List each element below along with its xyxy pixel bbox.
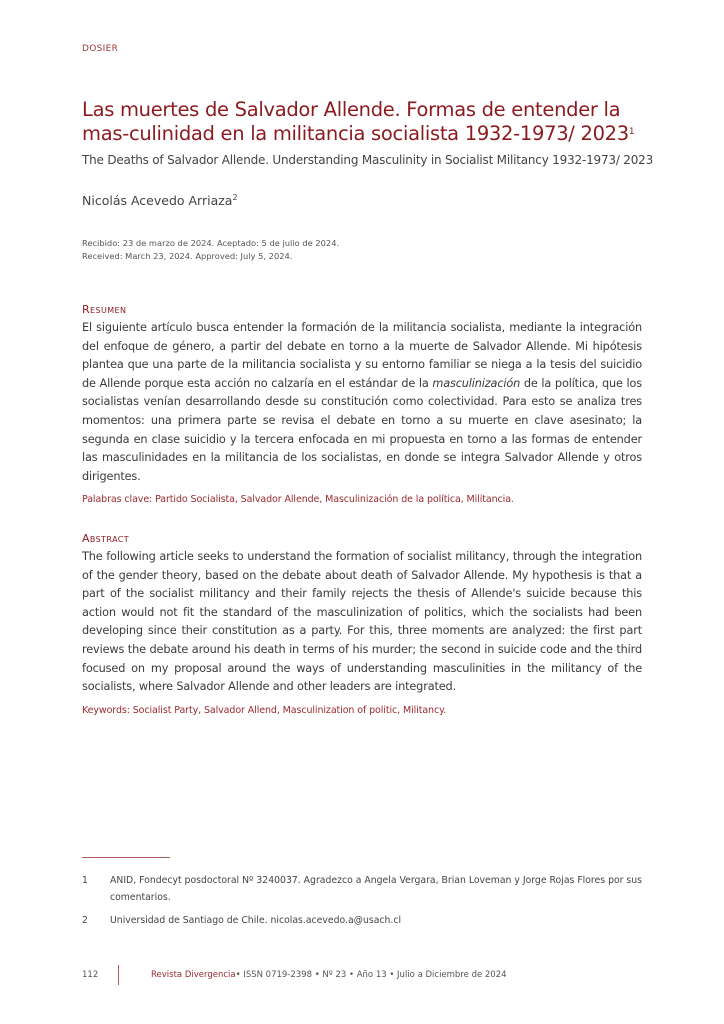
footnote-text: Universidad de Santiago de Chile. nicolas.acevedo.a@usach.cl xyxy=(110,915,402,926)
article-subtitle: The Deaths of Salvador Allende. Understanding Masculinity in Socialist Militancy 1932-1973/ 2023 xyxy=(82,153,654,167)
resumen-heading: Resumen xyxy=(82,303,127,316)
dates-english: Received: March 23, 2024. Approved: July 5, 2024. xyxy=(82,251,293,261)
resumen-body-text-2: de la política, que los socialistas venían desarrollando desde su constitución como colectividad. Para esto se analiza tres momentos: una primera parte se revisa el debate en torno a su muerte en clave asesinato; la segunda en clase suicidio y la tercera enfocada en mi propuesta en torno a las formas de entender las masculinidades en la militancia de los socialistas, en donde se integra Salvador Allende y otros dirigentes. xyxy=(82,376,642,483)
footer-separator xyxy=(118,965,119,985)
resumen-keywords: Palabras clave: Partido Socialista, Salvador Allende, Masculinización de la política, Militancia. xyxy=(82,494,514,506)
abstract-section xyxy=(82,531,642,716)
abstract-keywords: Keywords: Socialist Party, Salvador Allend, Masculinization of politic, Militancy. xyxy=(82,704,447,716)
title-footnote-ref[interactable]: 1 xyxy=(628,127,635,137)
footnote-number: 1 xyxy=(82,875,88,886)
author-name xyxy=(82,193,238,208)
footnote-number: 2 xyxy=(82,915,88,926)
article-title-text: Las muertes de Salvador Allende. Formas de entender la mas-culinidad en la militancia socialista 1932-1973/ 2023 xyxy=(82,98,629,145)
page-footer xyxy=(82,965,507,985)
section-tag: DOSIER xyxy=(82,44,119,54)
journal-info: • ISSN 0719-2398 • Nº 23 • Año 13 • Julio a Diciembre de 2024 xyxy=(235,970,507,980)
submission-dates xyxy=(82,237,339,263)
footnote-1 xyxy=(82,873,642,906)
author-name-text: Nicolás Acevedo Arriaza xyxy=(82,193,233,209)
resumen-body-text-1: El siguiente artículo busca entender la formación de la militancia socialista, mediante la integración del enfoque de género, a partir del debate en torno a la muerte de Salvador Allende. Mi hipótesis plantea que una parte de la militancia socialista y su entorno familiar se niega a la tesis del suicidio de Allende porque esta acción no calzaría en el estándar de la xyxy=(82,321,642,390)
footnote-divider xyxy=(82,857,170,858)
resumen-body xyxy=(82,319,642,486)
abstract-body: The following article seeks to understand the formation of socialist militancy, through the integration of the gender theory, based on the debate about death of Salvador Allende. My hypothesis is that a part of the socialist militancy and their family rejects the thesis of Allende's suicide because this action would not fit the standard of the masculinization of politics, which the socialists had been developing since their constitution as a party. For this, three moments are analyzed: the first part reviews the debate around his death in terms of his murder; the second in suicide code and the third focused on my proposal around the ways of understanding masculinities in the militancy of the socialists, where Salvador Allende and other leaders are integrated. xyxy=(82,550,642,694)
footnote-text: ANID, Fondecyt posdoctoral Nº 3240037. Agradezco a Angela Vergara, Brian Loveman y Jorge Rojas Flores por sus comentarios. xyxy=(110,875,643,903)
resumen-body-italic: masculinización xyxy=(432,376,521,390)
author-footnote-ref[interactable]: 2 xyxy=(232,193,238,202)
page-number: 112 xyxy=(82,970,99,980)
journal-name: Revista Divergencia xyxy=(151,970,236,980)
dates-spanish: Recibido: 23 de marzo de 2024. Aceptado: 5 de julio de 2024. xyxy=(82,238,340,248)
abstract-heading: Abstract xyxy=(82,532,130,545)
resumen-section xyxy=(82,302,642,505)
footnote-2 xyxy=(82,913,642,930)
article-title xyxy=(82,98,642,146)
